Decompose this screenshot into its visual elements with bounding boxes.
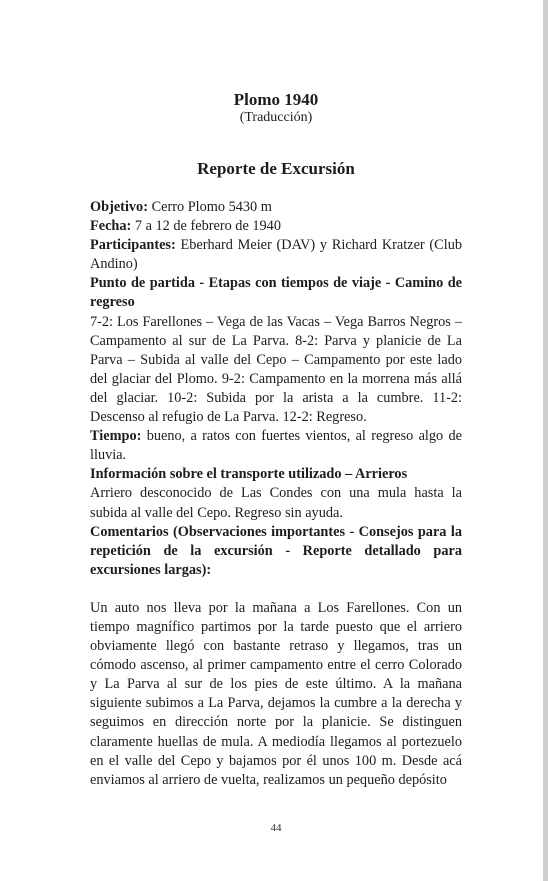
field-comentarios-label: Comentarios (Observaciones importantes - Consejos para la repetición de la excursión - Reporte detallado para excursiones largas): (90, 523, 462, 578)
paragraph-gap (90, 580, 462, 599)
narrative-paragraph: Un auto nos lleva por la mañana a Los Farellones. Con un tiempo magnífico partimos por la tarde puesto que el arriero obviamente llegó con bastante retraso y llegamos, tras un cómodo ascenso, al primer campamento entre el cerro Colorado y La Parva al sur de los pies de este último. A la mañana siguiente subimos a La Parva, dejamos la cumbre a la derecha y seguimos en dirección norte por la planicie. Se distinguen claramente huellas de mula. A mediodía llegamos al portezuelo en el valle del Cepo y bajamos por él unos 100 m. Desde acá enviamos al arriero de vuelta, realizamos un pequeño depósito (90, 599, 462, 788)
report-body (90, 198, 462, 790)
field-punto-value: 7-2: Los Farellones – Vega de las Vacas – Vega Barros Negros – Campamento al sur de La Parva. 8-2: Parva y planicie de La Parva – Subida al valle del Cepo – Campamento por este lado del glaciar del Plomo. 9-2: Campamento en la morrena más allá del glaciar. 10-2: Subida por la arista a la cumbre. 11-2: Descenso al refugio de La Parva. 12-2: Regreso. (90, 313, 462, 426)
field-participantes (90, 236, 462, 274)
page-subtitle: (Traducción) (239, 110, 313, 125)
field-label: Tiempo: (90, 428, 142, 445)
page-edge (543, 0, 548, 881)
page-number: 44 (270, 822, 282, 834)
field-value: Cerro Plomo 5430 m (151, 199, 272, 215)
field-label: Fecha: (90, 218, 132, 235)
field-tiempo (90, 427, 462, 465)
field-objetivo (90, 198, 462, 217)
field-value: Eberhard Meier (DAV) y Richard Kratzer (Club Andino) (90, 237, 462, 273)
field-transporte-value: Arriero desconocido de Las Condes con una mula hasta la subida al valle del Cepo. Regreso sin ayuda. (90, 485, 462, 521)
field-transporte-label: Información sobre el transporte utilizado – Arrieros (90, 466, 408, 483)
field-fecha (90, 217, 462, 236)
page-title: Plomo 1940 (233, 90, 319, 109)
field-punto-label: Punto de partida - Etapas con tiempos de viaje - Camino de regreso (90, 275, 462, 311)
report-heading: Reporte de Excursión (197, 159, 355, 178)
field-label: Objetivo: (90, 199, 148, 215)
field-value: bueno, a ratos con fuertes vientos, al regreso algo de lluvia. (90, 428, 463, 464)
field-value: 7 a 12 de febrero de 1940 (134, 218, 281, 235)
field-label: Participantes: (90, 237, 176, 254)
